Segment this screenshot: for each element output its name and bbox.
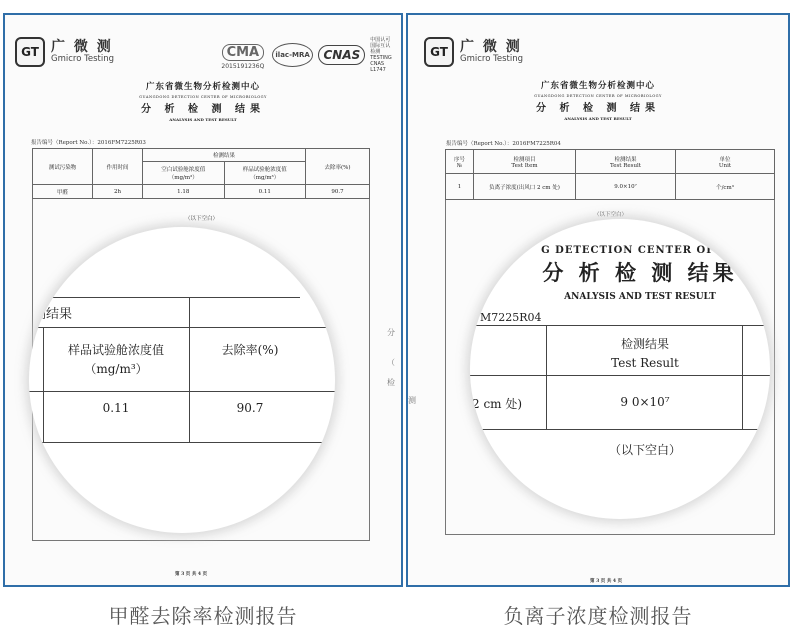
edge-mark: 分 bbox=[387, 328, 395, 337]
report-title-en: ANALYSIS AND TEST RESULT bbox=[169, 117, 237, 122]
formaldehyde-report-panel bbox=[3, 13, 403, 587]
cma-icon: CMA bbox=[222, 44, 265, 61]
page-number: 第 3 页 共 4 页 bbox=[590, 579, 623, 584]
report-number: 报告编号（Report No.）：2016FM7225R03 bbox=[31, 140, 146, 146]
table-row: 1 负离子浓度(出风口 2 cm 处) 9.0×10⁷ 个/cm³ bbox=[446, 174, 775, 200]
center-name-cn: 广东省微生物分析检测中心 bbox=[145, 82, 260, 92]
brand-name-cn: 广 微 测 bbox=[51, 39, 113, 56]
negative-ion-report-panel bbox=[406, 13, 790, 587]
report-number: 报告编号（Report No.）：2016FM7225R04 bbox=[446, 141, 561, 147]
zoom-sample-header: 样品试验舱浓度值 （mg/m³） bbox=[67, 343, 164, 377]
zoom-center-en: G DETECTION CENTER OF M bbox=[541, 245, 731, 256]
document-header bbox=[408, 79, 788, 121]
center-name-en: GUANGDONG DETECTION CENTER OF MICROBIOLOGY bbox=[534, 94, 662, 98]
gmicro-logo-icon: GT bbox=[15, 37, 45, 67]
col-blank-chamber: 空白试验舱浓度值 （mg/m³） bbox=[143, 162, 225, 185]
edge-mark: 测 bbox=[408, 396, 416, 405]
report-title-en: ANALYSIS AND TEST RESULT bbox=[564, 116, 632, 121]
zoom-partial-header: 测结果 bbox=[33, 307, 73, 322]
brand-name-en: Gmicro Testing bbox=[51, 54, 114, 65]
document-header bbox=[5, 80, 401, 122]
edge-mark: （ bbox=[387, 358, 395, 367]
zoom-result-header: 检测结果 Test Result bbox=[611, 337, 679, 371]
results-table bbox=[445, 149, 775, 200]
col-results: 检测结果 bbox=[143, 149, 306, 162]
col-sample-chamber: 样品试验舱浓度值 （mg/m³） bbox=[224, 162, 306, 185]
zoom-rate-value: 90.7 bbox=[236, 401, 264, 415]
cnas-icon: CNAS bbox=[318, 45, 365, 65]
center-name-en: GUANGDONG DETECTION CENTER OF MICROBIOLOGY bbox=[139, 95, 267, 99]
brand-name-cn: 广 微 测 bbox=[460, 39, 522, 56]
col-unit: 单位 Unit bbox=[676, 150, 775, 174]
gmicro-logo bbox=[424, 37, 523, 67]
cma-number: 2015191236Q bbox=[221, 62, 265, 70]
col-duration: 作用时间 bbox=[93, 149, 143, 185]
col-test-item: 检测项目 Test Item bbox=[474, 150, 576, 174]
zoom-title-cn: 分 析 检 测 结果 bbox=[542, 260, 738, 285]
brand-name-en: Gmicro Testing bbox=[460, 54, 523, 65]
blank-note: （以下空白） bbox=[594, 212, 628, 218]
zoom-sample-value: 0.11 bbox=[102, 401, 130, 415]
report-title-cn: 分 析 检 测 结果 bbox=[141, 104, 265, 115]
zoom-report-number: M7225R04 bbox=[480, 311, 542, 324]
cma-mark bbox=[219, 41, 267, 70]
col-pollutant: 测试污染物 bbox=[33, 149, 93, 185]
magnifier-lens bbox=[29, 227, 335, 533]
report-title-cn: 分 析 检 测 结果 bbox=[536, 103, 660, 114]
cnas-caption: 中国认可 国际互认 检测 TESTING CNAS L1747 bbox=[370, 37, 392, 73]
blank-note: （以下空白） bbox=[185, 216, 219, 222]
col-test-result: 检测结果 Test Result bbox=[576, 150, 676, 174]
col-removal-rate: 去除率(%) bbox=[306, 149, 370, 185]
center-name-cn: 广东省微生物分析检测中心 bbox=[540, 81, 655, 91]
magnifier-lens bbox=[470, 219, 770, 519]
results-table bbox=[32, 148, 370, 199]
page-number: 第 3 页 共 4 页 bbox=[175, 572, 208, 577]
ilac-mra-icon: ilac-MRA bbox=[272, 43, 314, 67]
zoom-blank-note: （以下空白） bbox=[608, 443, 681, 457]
certification-logos bbox=[219, 37, 401, 73]
gmicro-logo-icon: GT bbox=[424, 37, 454, 67]
zoom-rate-header: 去除率(%) bbox=[221, 343, 279, 357]
col-index: 序号 № bbox=[446, 150, 474, 174]
edge-mark: 检 bbox=[387, 378, 395, 387]
caption-negative-ion: 负离子浓度检测报告 bbox=[503, 604, 693, 628]
zoom-test-item: 2 cm 处) bbox=[472, 397, 523, 411]
zoom-result-value: 9 0×10⁷ bbox=[620, 395, 670, 409]
caption-formaldehyde: 甲醛去除率检测报告 bbox=[108, 604, 298, 628]
table-row: 甲醛 2h 1.18 0.11 90.7 bbox=[33, 185, 370, 199]
zoom-title-en: ANALYSIS AND TEST RESULT bbox=[564, 292, 716, 302]
gmicro-logo bbox=[15, 37, 114, 67]
